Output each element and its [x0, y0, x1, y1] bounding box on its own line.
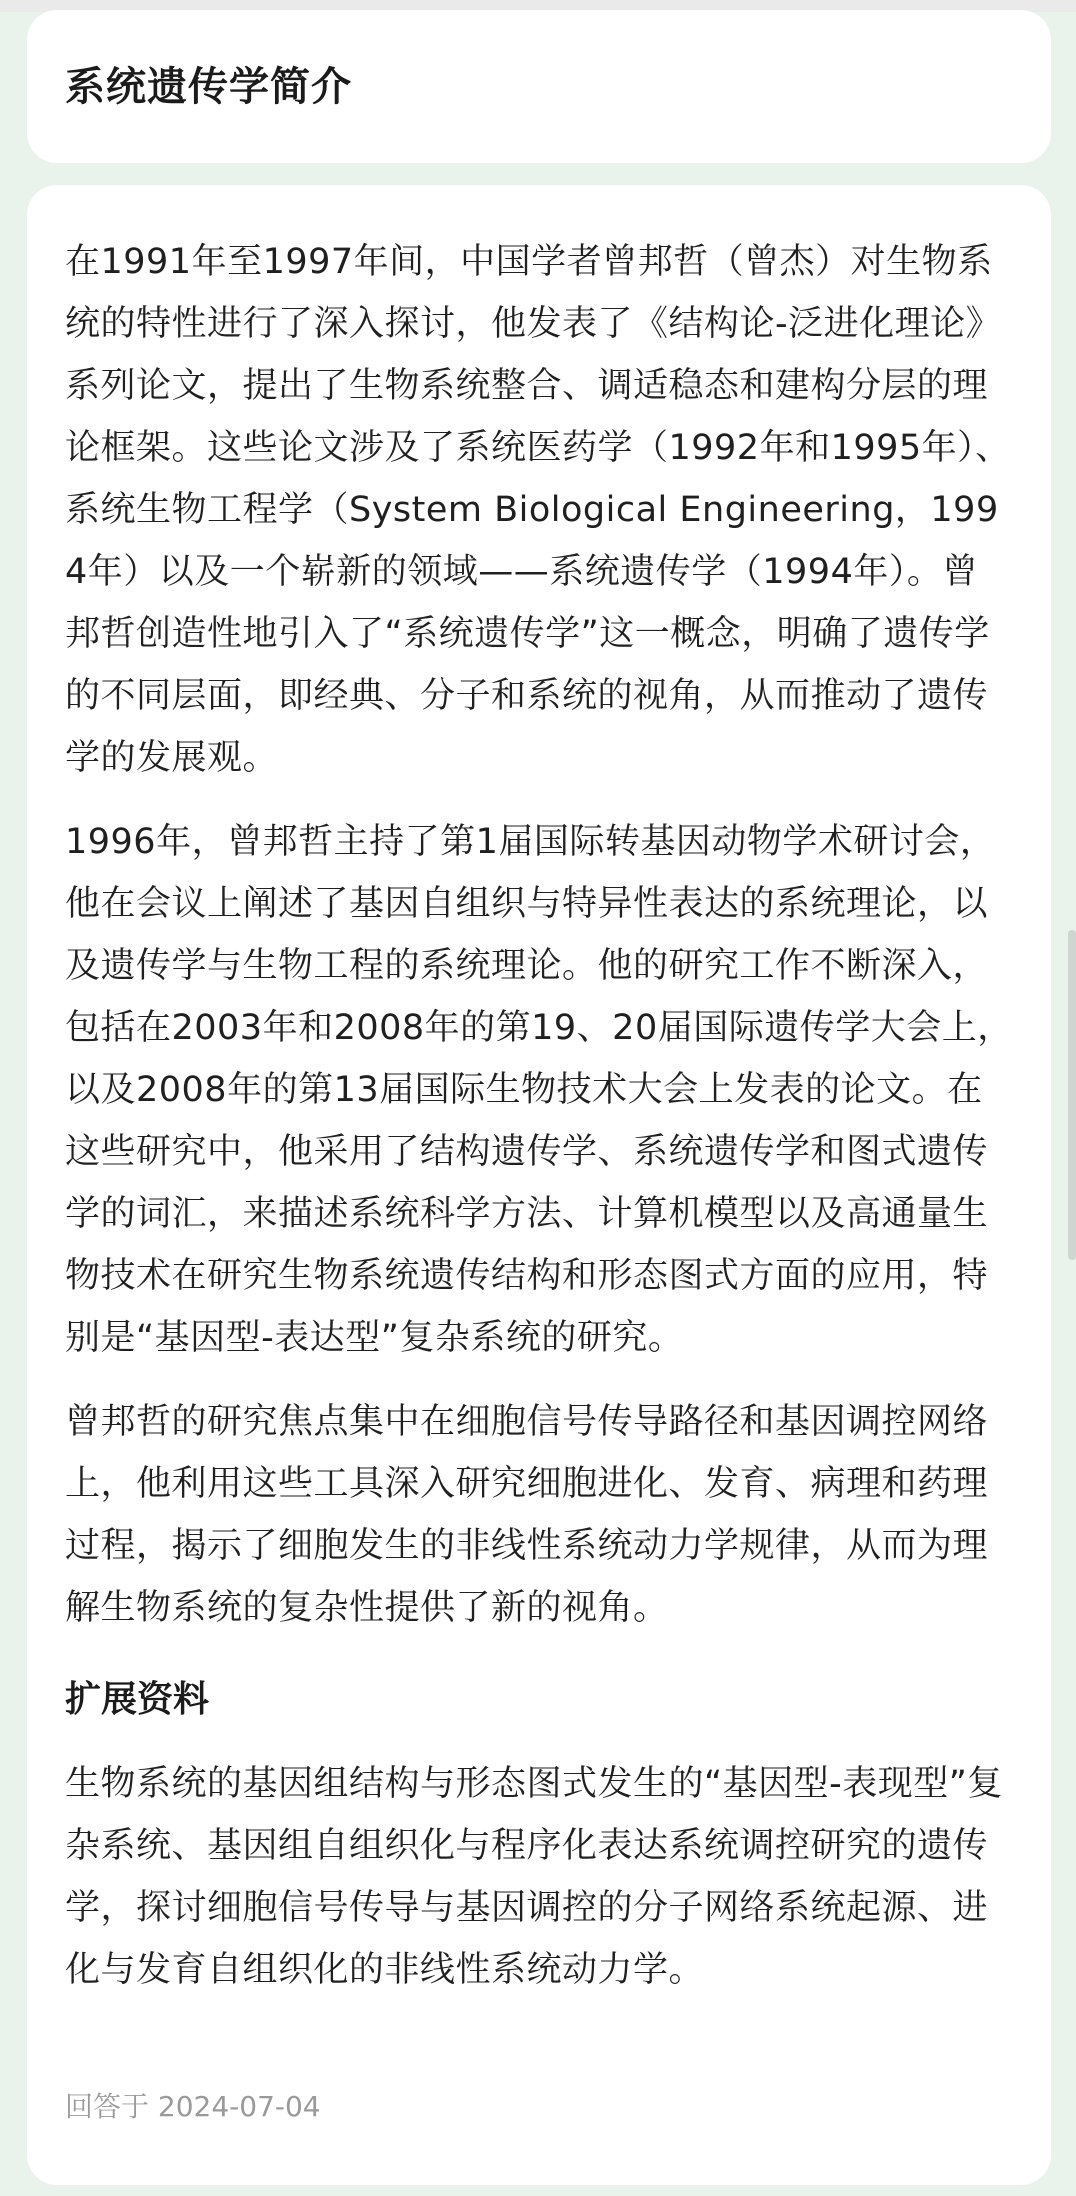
- answer-timestamp: 回答于 2024-07-04: [65, 2090, 321, 2123]
- title-card: [27, 10, 1051, 163]
- extended-heading: 扩展资料: [65, 1679, 210, 1720]
- answer-paragraph-1: 在1991年至1997年间，中国学者曾邦哲（曾杰）对生物系统的特性进行了深入探讨，他发表了《结构论-泛进化理论》系列论文，提出了生物系统整合、调适稳态和建构分层的理论框架。这些论文涉及了系统医药学（1992年和1995年）、系统生物工程学（System Biological Engineering，1994年）以及一个崭新的领域——系统遗传学（1994年）。曾邦哲创造性地引入了“系统遗传学”这一概念，明确了遗传学的不同层面，即经典、分子和系统的视角，从而推动了遗传学的发展观。: [65, 242, 1011, 778]
- scrollbar[interactable]: [1068, 930, 1076, 1260]
- page-title: 系统遗传学简介: [65, 64, 352, 110]
- answer-paragraph-2: 1996年，曾邦哲主持了第1届国际转基因动物学术研讨会，他在会议上阐述了基因自组织与特异性表达的系统理论，以及遗传学与生物工程的系统理论。他的研究工作不断深入，包括在2003年和2008年的第19、20届国际遗传学大会上，以及2008年的第13届国际生物技术大会上发表的论文。在这些研究中，他采用了结构遗传学、系统遗传学和图式遗传学的词汇，来描述系统科学方法、计算机模型以及高通量生物技术在研究生物系统遗传结构和形态图式方面的应用，特别是“基因型-表达型”复杂系统的研究。: [65, 822, 1013, 1358]
- answer-card: [27, 185, 1051, 2185]
- answer-paragraph-3: 曾邦哲的研究焦点集中在细胞信号传导路径和基因调控网络上，他利用这些工具深入研究细胞进化、发育、病理和药理过程，揭示了细胞发生的非线性系统动力学规律，从而为理解生物系统的复杂性提供了新的视角。: [65, 1402, 989, 1628]
- extended-paragraph: 生物系统的基因组结构与形态图式发生的“基因型-表现型”复杂系统、基因组自组织化与程序化表达系统调控研究的遗传学，探讨细胞信号传导与基因调控的分子网络系统起源、进化与发育自组织化的非线性系统动力学。: [65, 1764, 1003, 1990]
